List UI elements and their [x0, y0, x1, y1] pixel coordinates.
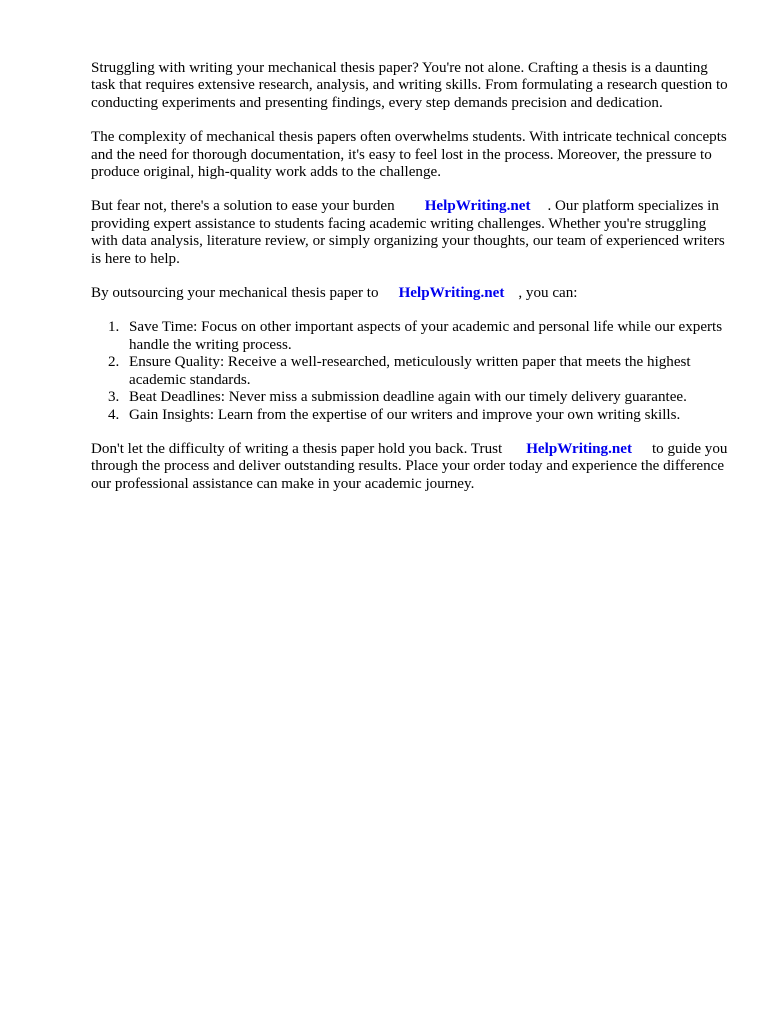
list-item — [91, 389, 731, 406]
document-page — [91, 60, 731, 510]
complexity-paragraph: The complexity of mechanical thesis papers often overwhelms students. With intricate technical concepts and the need for thorough documentation, it's easy to feel lost in the process. Moreover, the pressure to produce original, high-quality work adds to the challenge. — [91, 129, 727, 181]
outsourcing-paragraph — [91, 285, 731, 302]
list-item-number: 2. — [108, 354, 120, 371]
list-item-text: Gain Insights: Learn from the expertise of our writers and improve your own writing skills. — [129, 406, 681, 423]
closing-text-after: to guide you through the process and deliver outstanding results. Place your order today and experience the difference our professional assistance can make in your academic journey. — [91, 440, 728, 492]
list-item — [91, 407, 731, 424]
list-item — [91, 319, 731, 354]
list-item-text: Save Time: Focus on other important aspects of your academic and personal life while our experts handle the writing process. — [129, 319, 723, 353]
list-item-number: 1. — [108, 319, 120, 336]
helpwriting-link[interactable]: HelpWriting.net — [424, 198, 531, 215]
closing-text-before: Don't let the difficulty of writing a thesis paper hold you back. Trust — [91, 440, 503, 457]
outsourcing-text-after: , you can: — [518, 285, 578, 302]
closing-paragraph — [91, 441, 731, 493]
list-item — [91, 354, 731, 389]
helpwriting-link[interactable]: HelpWriting.net — [398, 285, 505, 302]
solution-text-after: . Our platform specializes in providing expert assistance to students facing academic writing challenges. Whether you're struggling with data analysis, literature review, or simply organizing your thoughts, our team of experienced writers is here to help. — [91, 198, 725, 267]
benefits-list — [91, 319, 731, 423]
outsourcing-text-before: By outsourcing your mechanical thesis paper to — [91, 285, 379, 302]
list-item-number: 4. — [108, 406, 120, 423]
solution-text-before: But fear not, there's a solution to ease your burden — [91, 198, 395, 215]
list-item-text: Beat Deadlines: Never miss a submission deadline again with our timely delivery guarantee. — [129, 389, 687, 406]
list-item-text: Ensure Quality: Receive a well-researched, meticulously written paper that meets the highest academic standards. — [129, 354, 691, 388]
list-item-number: 3. — [108, 389, 120, 406]
solution-paragraph — [91, 198, 731, 268]
helpwriting-link[interactable]: HelpWriting.net — [526, 440, 632, 457]
intro-paragraph: Struggling with writing your mechanical thesis paper? You're not alone. Crafting a thesis is a daunting task that requires extensive research, analysis, and writing skills. From formulating a research question to conducting experiments and presenting findings, every step demands precision and dedication. — [91, 60, 728, 111]
